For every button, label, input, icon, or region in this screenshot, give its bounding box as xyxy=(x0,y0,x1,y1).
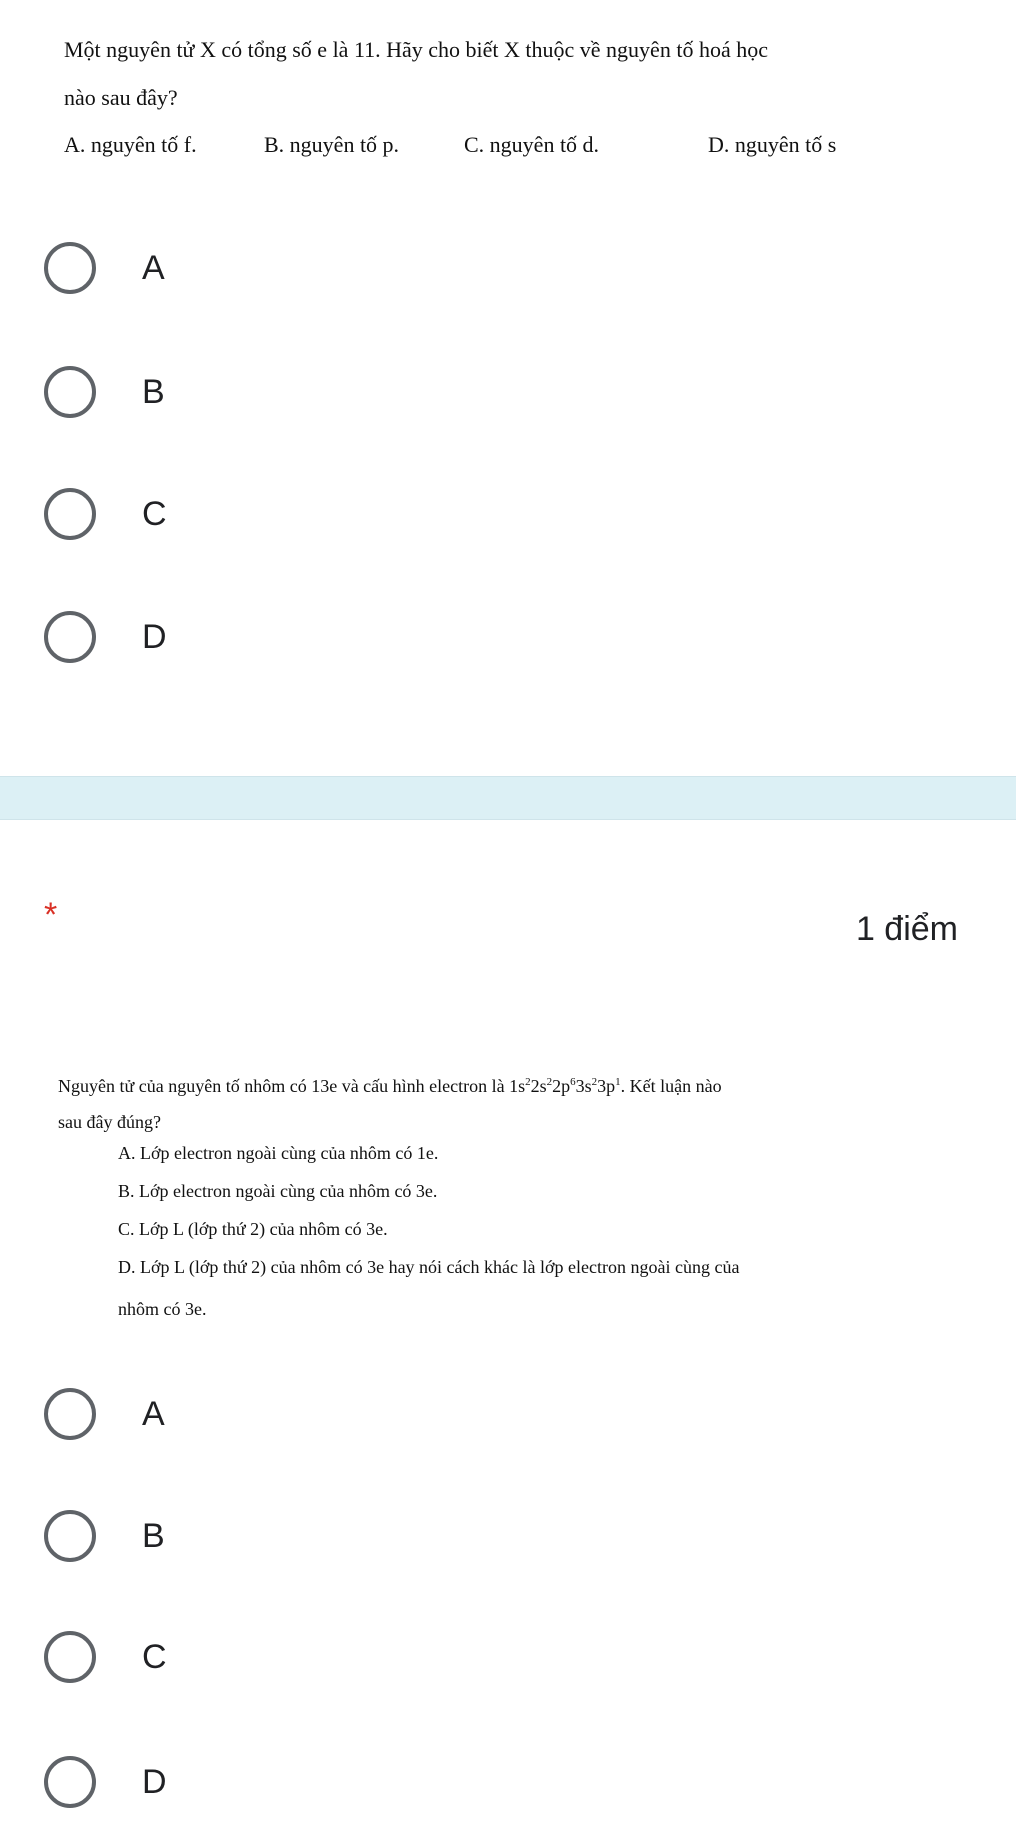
option-label: A xyxy=(142,248,165,287)
radio-button-icon[interactable] xyxy=(44,488,96,540)
option-label: A xyxy=(142,1394,165,1433)
question-2-line-2: sau đây đúng? xyxy=(58,1112,161,1132)
required-asterisk: * xyxy=(44,896,58,934)
radio-button-icon[interactable] xyxy=(44,242,96,294)
option-label: B xyxy=(142,1516,165,1555)
option-label: C xyxy=(142,1637,167,1676)
radio-button-icon[interactable] xyxy=(44,1631,96,1683)
points-label: 1 điểm xyxy=(855,910,958,948)
question-2-text-part-1: Nguyên tử của nguyên tố nhôm có 13e và cấu hình electron là 1s xyxy=(58,1076,526,1096)
option-label: B xyxy=(142,372,165,411)
question-1-choice-a: A. nguyên tố f. xyxy=(64,132,197,157)
radio-button-icon[interactable] xyxy=(44,1388,96,1440)
q1-option-c[interactable] xyxy=(44,484,644,544)
question-2-text xyxy=(58,1064,958,1140)
question-2-line-1: Nguyên tử của nguyên tố nhôm có 13e và cấu hình electron là $1s^22s^22p^63s^23p^1$. Kết luận nào xyxy=(58,1076,722,1096)
question-2-choice-d: D. Lớp L (lớp thứ 2) của nhôm có 3e hay nói cách khác là lớp electron ngoài cùng của xyxy=(118,1257,740,1277)
section-divider xyxy=(0,776,1016,820)
question-1-line-2: nào sau đây? xyxy=(64,85,178,110)
option-label: C xyxy=(142,494,167,533)
q1-option-d[interactable] xyxy=(44,607,644,667)
question-2-choice-a: A. Lớp electron ngoài cùng của nhôm có 1e. xyxy=(118,1143,439,1163)
q2-option-c[interactable] xyxy=(44,1627,644,1687)
question-1-text xyxy=(64,26,964,122)
radio-button-icon[interactable] xyxy=(44,1510,96,1562)
question-2-choice-c: C. Lớp L (lớp thứ 2) của nhôm có 3e. xyxy=(118,1219,388,1239)
q1-option-a[interactable] xyxy=(44,238,644,298)
radio-button-icon[interactable] xyxy=(44,611,96,663)
q2-option-a[interactable] xyxy=(44,1384,644,1444)
option-label: D xyxy=(142,617,167,656)
radio-button-icon[interactable] xyxy=(44,366,96,418)
q2-option-d[interactable] xyxy=(44,1752,644,1812)
question-1-choices xyxy=(64,132,964,164)
question-2-choice-d-continued: nhôm có 3e. xyxy=(118,1299,207,1319)
question-2-choices xyxy=(118,1134,938,1328)
question-1-choice-b: B. nguyên tố p. xyxy=(264,132,400,157)
question-1-choice-c: C. nguyên tố d. xyxy=(464,132,600,157)
radio-button-icon[interactable] xyxy=(44,1756,96,1808)
question-2-choice-b: B. Lớp electron ngoài cùng của nhôm có 3e. xyxy=(118,1181,438,1201)
q2-option-b[interactable] xyxy=(44,1506,644,1566)
question-2-text-part-2: . Kết luận nào xyxy=(620,1076,722,1096)
option-label: D xyxy=(142,1762,167,1801)
question-1-line-1: Một nguyên tử X có tổng số e là 11. Hãy cho biết X thuộc về nguyên tố hoá học xyxy=(64,37,768,62)
q1-option-b[interactable] xyxy=(44,362,644,422)
question-1-choice-d: D. nguyên tố s xyxy=(708,132,837,157)
